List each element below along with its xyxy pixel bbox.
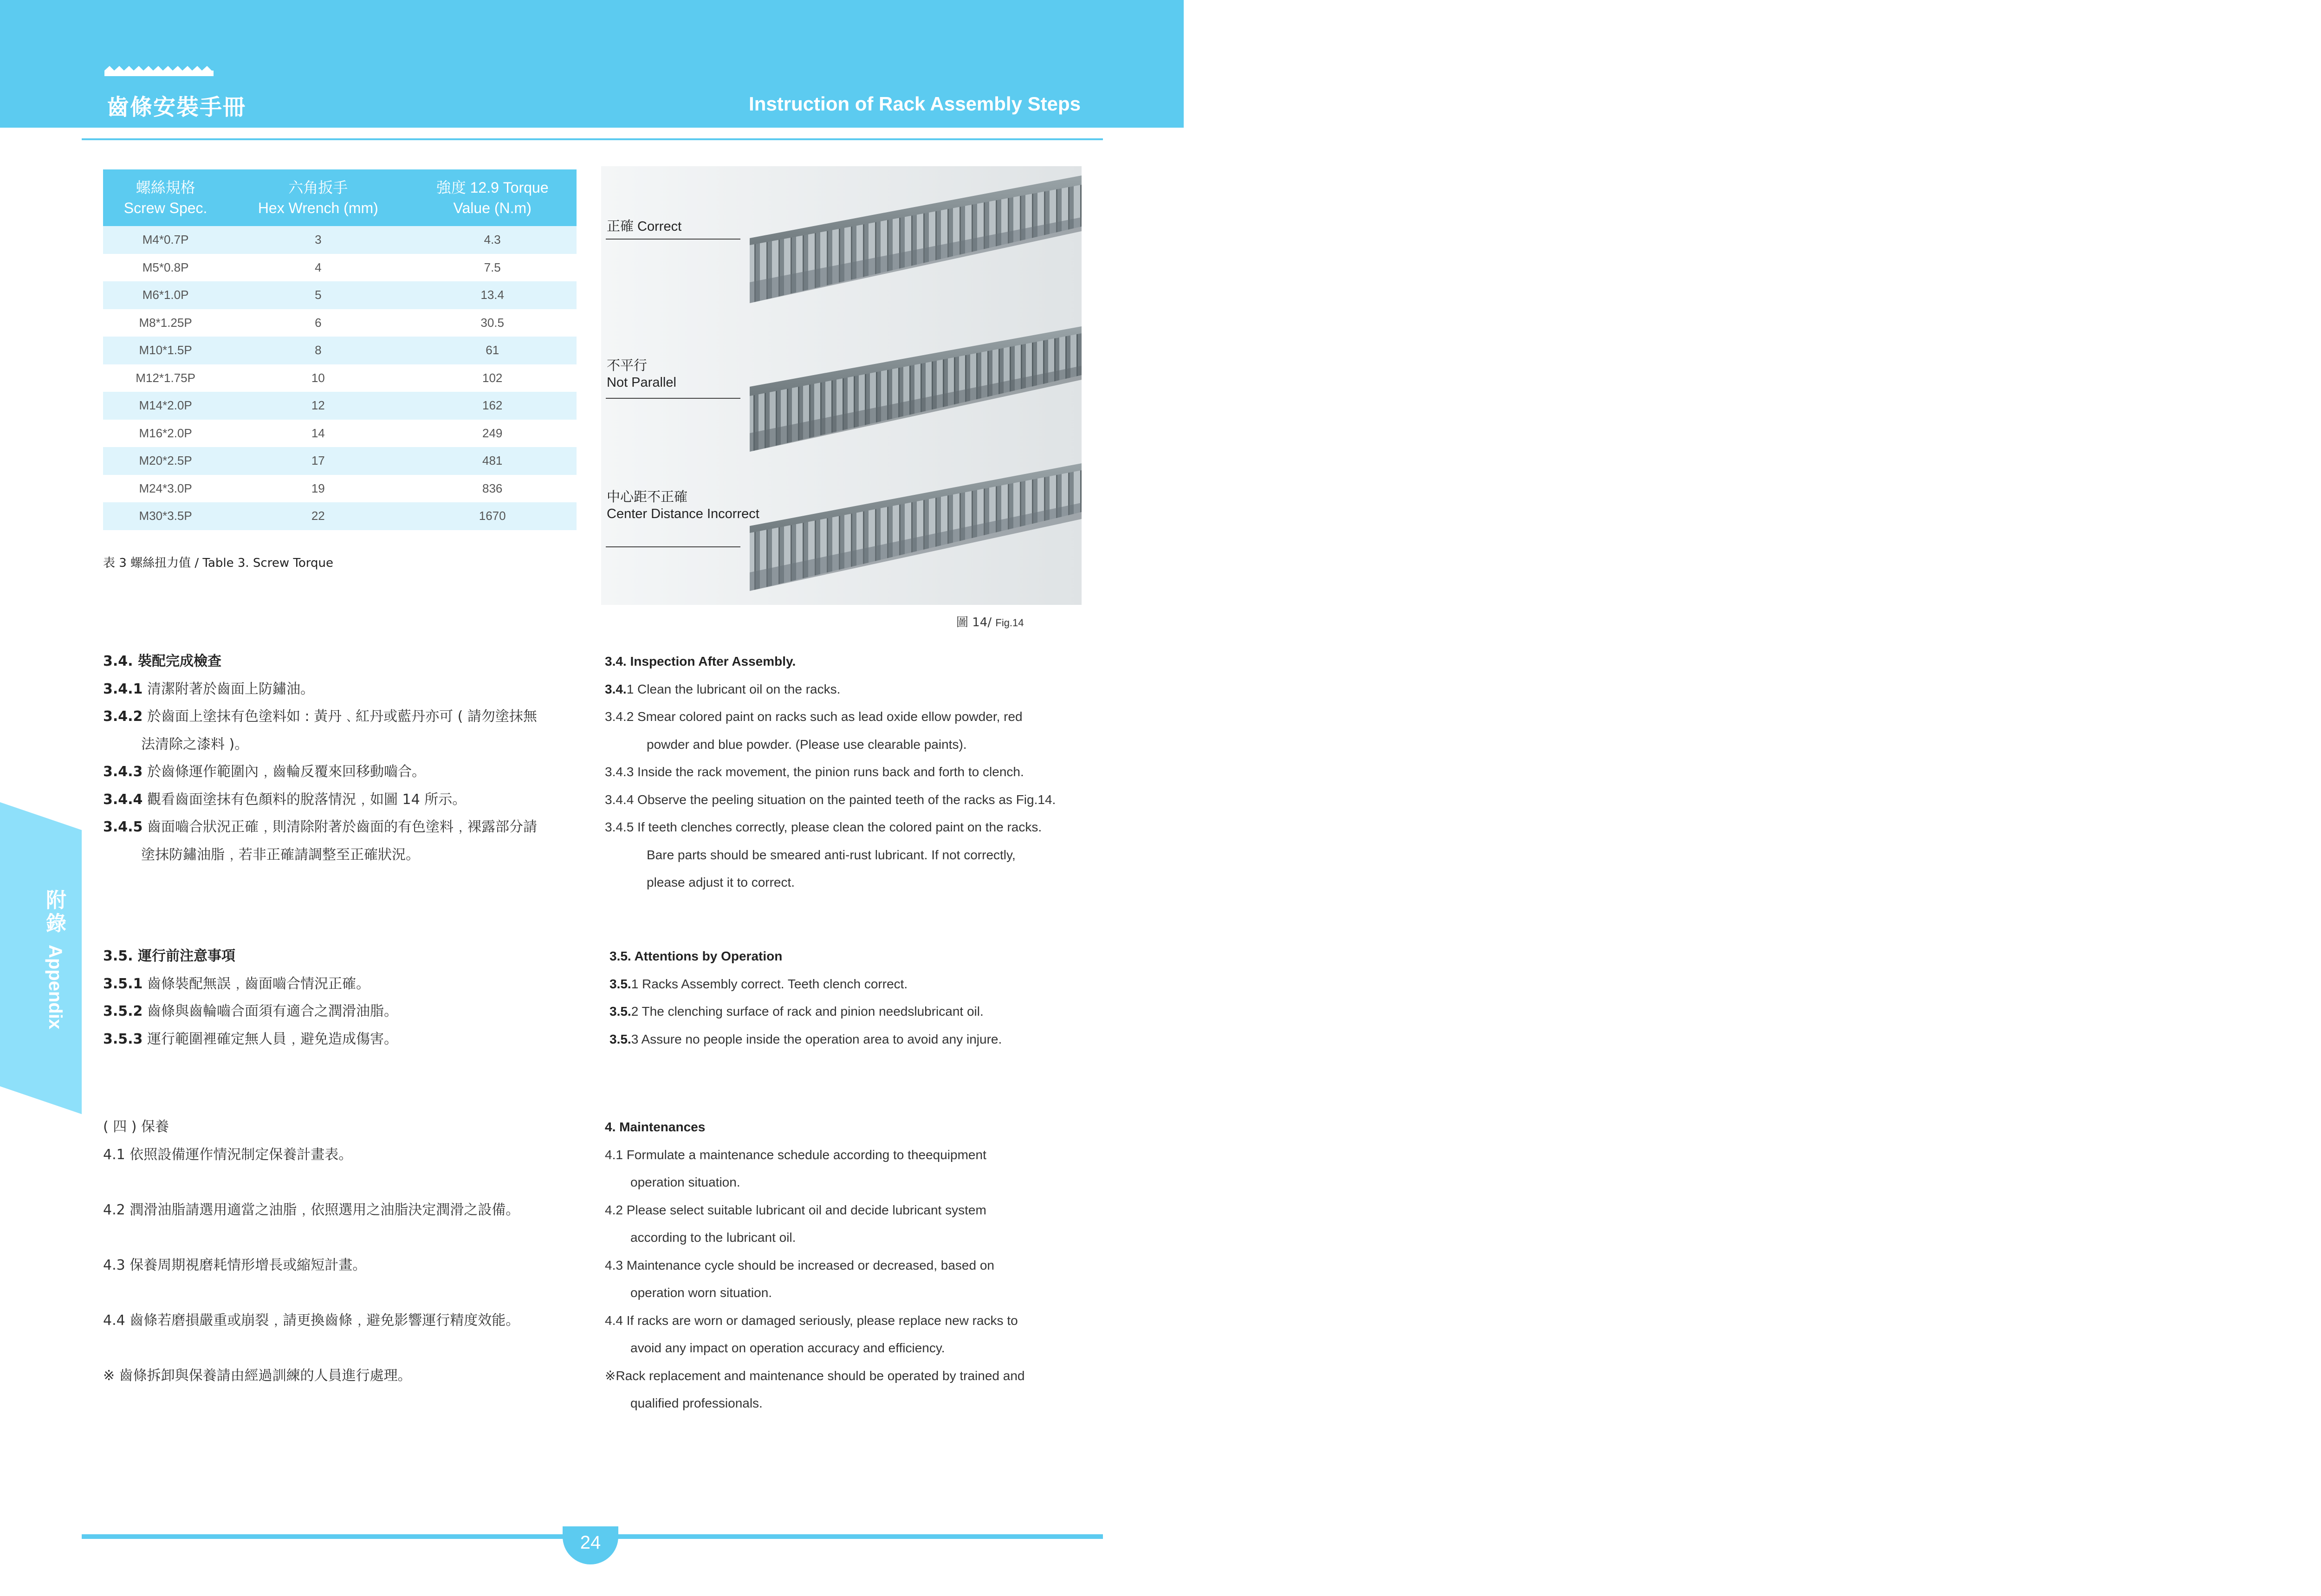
table-cell: M5*0.8P: [142, 260, 189, 274]
table-cell: 7.5: [484, 260, 501, 274]
item-text: 齒面嚙合狀況正確﹐則清除附著於齒面的有色塗料﹐裸露部分請: [143, 819, 537, 835]
label-center-distance-en: Center Distance Incorrect: [607, 506, 759, 521]
list-item: 3.4.4 Observe the peeling situation on the painted teeth of the racks as Fig.14.: [605, 792, 1056, 807]
list-item-continuation: according to the lubricant oil.: [630, 1230, 796, 1245]
header-text-cn: 六角扳手: [288, 179, 348, 196]
table-row: [103, 226, 577, 254]
table-cell: 10: [311, 370, 325, 385]
en-section-3-4: [605, 648, 1056, 896]
item-text: 清潔附著於齒面上防鏽油。: [143, 681, 314, 697]
section-heading: 3.4. 裝配完成檢查: [103, 653, 221, 669]
table-cell: 22: [228, 502, 408, 530]
header-text-cn: 螺絲規格: [136, 179, 195, 196]
appendix-label: [45, 889, 68, 1029]
table-cell: 1670: [408, 502, 577, 530]
item-number: 3.4.1: [103, 681, 143, 697]
item-number: 3.5.1: [103, 975, 143, 992]
table-cell: 3: [228, 226, 408, 254]
table-row: [103, 392, 577, 420]
item-text: 1 Clean the lubricant oil on the racks.: [626, 681, 841, 696]
en-section-4: [605, 1113, 1025, 1417]
header-title-cn: 齒條安裝手冊: [107, 94, 246, 120]
item-text: 於齒面上塗抹有色塗料如 : 黃丹﹑紅丹或藍丹亦可 ( 請勿塗抹無: [143, 708, 537, 725]
list-item-continuation: operation worn situation.: [630, 1285, 772, 1300]
item-text: 運行範圍裡確定無人員﹐避免造成傷害。: [143, 1031, 398, 1047]
cn-section-3-4: [103, 648, 537, 869]
list-item: 3.4.3 Inside the rack movement, the pinion runs back and forth to clench.: [605, 765, 1024, 779]
item-number: 3.4.: [605, 681, 627, 696]
section-heading: 3.4. Inspection After Assembly.: [605, 654, 796, 668]
cn-section-3-5: [103, 942, 398, 1053]
table-cell: M8*1.25P: [139, 315, 192, 330]
table-cell: M10*1.5P: [103, 337, 228, 364]
list-item-continuation: 塗抹防鏽油脂﹐若非正確請調整至正確狀況。: [141, 846, 420, 863]
table-header-row: [103, 169, 577, 226]
sawtooth-decoration-icon: [104, 66, 214, 76]
list-item: [103, 758, 537, 786]
table-cell: M20*2.5P: [103, 447, 228, 475]
table-cell: 30.5: [480, 315, 504, 330]
list-item: [605, 675, 1056, 703]
table-caption: 表 3 螺絲扭力值 / Table 3. Screw Torque: [103, 556, 333, 570]
table-row: [103, 475, 577, 503]
spacer: [103, 1168, 519, 1196]
table-row: [103, 337, 577, 364]
item-number: 3.5.: [609, 976, 631, 991]
section-heading: ( 四 ) 保養: [103, 1119, 169, 1135]
list-item-continuation: please adjust it to correct.: [647, 875, 795, 889]
table-cell: 4.3: [408, 226, 577, 254]
item-text: 於齒條運作範圍內﹐齒輪反覆來回移動嚙合。: [143, 764, 426, 780]
list-item: 4.3 保養周期視磨耗情形增長或縮短計畫。: [103, 1257, 367, 1273]
table-cell: 102: [482, 370, 503, 385]
list-item-continuation: powder and blue powder. (Please use clearable paints).: [647, 737, 967, 752]
item-text: 齒條與齒輪嚙合面須有適合之潤滑油脂。: [143, 1003, 398, 1019]
rack-illustration-figure: [601, 166, 1082, 605]
list-item: [103, 675, 537, 703]
table-cell: M16*2.0P: [139, 426, 192, 440]
table-row: [103, 447, 577, 475]
list-item-continuation: avoid any impact on operation accuracy and efficiency.: [630, 1341, 945, 1355]
item-text: 1 Racks Assembly correct. Teeth clench correct.: [631, 976, 908, 991]
table-header-cell: [228, 169, 408, 226]
list-item: 3.4.2 Smear colored paint on racks such as lead oxide ellow powder, red: [605, 709, 1023, 724]
item-number: 3.5.2: [103, 1003, 143, 1019]
header-band: [0, 0, 1184, 128]
list-item: [103, 970, 398, 998]
label-correct: 正確 Correct: [607, 219, 682, 234]
section-heading: 3.5. Attentions by Operation: [609, 949, 783, 963]
list-item: [609, 998, 1002, 1025]
header-text-en: Screw Spec.: [123, 200, 207, 216]
table-row: [103, 420, 577, 448]
table-row: [103, 309, 577, 337]
list-item: 3.4.5 If teeth clenches correctly, please clean the colored paint on the racks.: [605, 820, 1042, 834]
en-section-3-5: [609, 942, 1002, 1053]
note-continuation: qualified professionals.: [630, 1396, 763, 1410]
table-cell: M14*2.0P: [103, 392, 228, 420]
table-cell: 17: [228, 447, 408, 475]
spacer: [103, 1224, 519, 1252]
table-cell: 19: [311, 481, 325, 495]
table-cell: 5: [228, 281, 408, 309]
item-number: 3.4.5: [103, 819, 143, 835]
list-item: 4.2 Please select suitable lubricant oil and decide lubricant system: [605, 1202, 986, 1217]
header-text-en: Value (N.m): [453, 200, 532, 216]
table-header-cell: [408, 169, 577, 226]
table-cell: 61: [408, 337, 577, 364]
table-row: [103, 502, 577, 530]
list-item-continuation: operation situation.: [630, 1175, 740, 1189]
table-cell: 8: [228, 337, 408, 364]
list-item: [103, 786, 537, 814]
header-title-en: Instruction of Rack Assembly Steps: [749, 93, 1081, 115]
item-text: 齒條裝配無誤﹐齒面嚙合情況正確。: [143, 975, 370, 992]
list-item: [609, 970, 1002, 998]
header-text-cn: 強度 12.9 Torque: [436, 179, 549, 196]
label-not-parallel: [607, 357, 676, 391]
list-item: [103, 703, 537, 731]
table-cell: M24*3.0P: [139, 481, 192, 495]
cn-section-4: [103, 1113, 519, 1389]
list-item: [103, 1025, 398, 1053]
appendix-label-cn-2: 錄: [46, 912, 66, 935]
appendix-side-tab: [0, 802, 82, 1114]
spacer: [103, 1334, 519, 1362]
item-number: 3.4.3: [103, 764, 143, 780]
table-cell: 836: [482, 481, 503, 495]
list-item-continuation: Bare parts should be smeared anti-rust lubricant. If not correctly,: [647, 847, 1016, 862]
item-number: 3.5.3: [103, 1031, 143, 1047]
figure-caption-cn: 圖 14/: [956, 616, 992, 629]
appendix-label-cn-1: 附: [46, 889, 66, 912]
table-cell: 6: [315, 315, 322, 330]
list-item: 4.1 Formulate a maintenance schedule according to theequipment: [605, 1147, 986, 1162]
rack-center-distance-incorrect: [750, 463, 1082, 591]
note: ※Rack replacement and maintenance should be operated by trained and: [605, 1368, 1025, 1383]
list-item: [103, 998, 398, 1025]
table-cell: 13.4: [408, 281, 577, 309]
section-heading: 4. Maintenances: [605, 1120, 706, 1134]
item-number: 3.4.2: [103, 708, 143, 725]
item-number: 3.4.4: [103, 791, 143, 808]
table-row: [103, 254, 577, 282]
table-cell: 4: [315, 260, 322, 274]
label-center-distance-cn: 中心距不正確: [607, 490, 688, 505]
spacer: [103, 1279, 519, 1307]
rack-correct: [750, 175, 1082, 303]
table-cell: 249: [482, 426, 503, 440]
list-item-continuation: 法清除之漆料 )。: [141, 736, 249, 753]
table-cell: 481: [408, 447, 577, 475]
label-center-distance: [607, 489, 759, 522]
table-row: [103, 364, 577, 392]
table-row: [103, 281, 577, 309]
list-item: [103, 813, 537, 841]
list-item: [609, 1025, 1002, 1053]
table-cell: 14: [311, 426, 325, 440]
table-cell: M6*1.0P: [103, 281, 228, 309]
rack-not-parallel: [750, 326, 1082, 452]
list-item: 4.1 依照設備運作情況制定保養計畫表。: [103, 1146, 353, 1163]
section-heading: 3.5. 運行前注意事項: [103, 948, 235, 964]
note: ※ 齒條拆卸與保養請由經過訓練的人員進行處理。: [103, 1367, 412, 1384]
list-item: 4.4 齒條若磨損嚴重或崩裂﹐請更換齒條﹐避免影響運行精度效能。: [103, 1312, 520, 1329]
screw-torque-table: [103, 169, 577, 530]
label-not-parallel-en: Not Parallel: [607, 375, 676, 390]
list-item: 4.3 Maintenance cycle should be increased or decreased, based on: [605, 1258, 994, 1272]
item-text: 2 The clenching surface of rack and pinion needslubricant oil.: [631, 1004, 984, 1019]
table-cell: 12: [228, 392, 408, 420]
table-cell: M30*3.5P: [103, 502, 228, 530]
page-number: 24: [563, 1526, 618, 1564]
top-divider: [82, 138, 1103, 140]
figure-caption-en: Fig.14: [995, 617, 1024, 629]
figure-caption: [956, 613, 1024, 630]
table-cell: M12*1.75P: [136, 370, 195, 385]
item-text: 觀看齒面塗抹有色顏料的脫落情況﹐如圖 14 所示。: [143, 791, 467, 808]
appendix-label-en: Appendix: [45, 945, 65, 1030]
item-number: 3.5.: [609, 1004, 631, 1019]
header-text-en: Hex Wrench (mm): [258, 200, 378, 216]
list-item: 4.2 潤滑油脂請選用適當之油脂﹐依照選用之油脂決定潤滑之設備。: [103, 1201, 520, 1218]
item-number: 3.5.: [609, 1032, 631, 1046]
table-cell: M4*0.7P: [103, 226, 228, 254]
label-not-parallel-cn: 不平行: [607, 358, 648, 373]
item-text: 3 Assure no people inside the operation area to avoid any injure.: [631, 1032, 1002, 1046]
table-header-cell: [103, 169, 228, 226]
table-cell: 162: [408, 392, 577, 420]
list-item: 4.4 If racks are worn or damaged seriously, please replace new racks to: [605, 1313, 1018, 1328]
